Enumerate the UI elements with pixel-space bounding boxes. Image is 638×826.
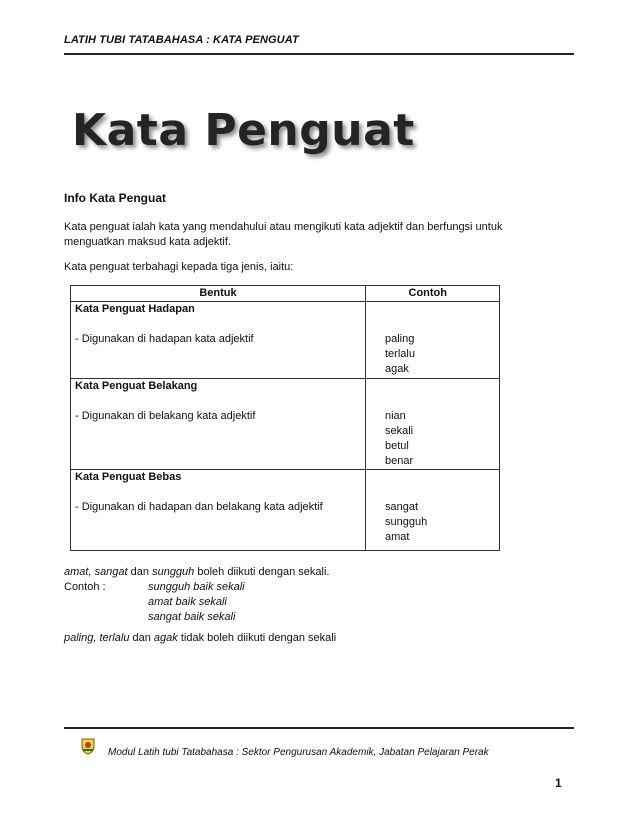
- note-paling-terlalu: [64, 631, 336, 646]
- emblem-icon: [80, 737, 96, 755]
- penguat-table: [70, 285, 500, 551]
- intro-paragraph: [64, 220, 564, 250]
- example-word: paling: [385, 333, 415, 345]
- column-header-bentuk: Bentuk: [71, 286, 366, 302]
- category-label: Kata Penguat Belakang: [75, 380, 198, 392]
- note-words: amat, sangat: [64, 566, 128, 578]
- intro-line-1: Kata penguat ialah kata yang mendahului atau mengikuti kata adjektif dan berfungsi untuk: [64, 221, 503, 233]
- example-word: sungguh: [385, 516, 428, 528]
- example-word: sangat: [385, 501, 419, 513]
- contoh-cell: [366, 379, 500, 470]
- title-image-text: Kata Penguat: [72, 105, 415, 156]
- note-word: sungguh: [152, 566, 195, 578]
- footer-text: Modul Latih tubi Tatabahasa : Sektor Pengurusan Akademik, Jabatan Pelajaran Perak: [108, 747, 489, 758]
- note-word: agak: [153, 632, 178, 644]
- contoh-cell: [366, 470, 500, 551]
- table-header-row: [71, 286, 500, 302]
- example-word: nian: [385, 410, 406, 422]
- example-word: betul: [385, 440, 409, 452]
- column-header-contoh: Contoh: [366, 286, 500, 302]
- types-intro: Kata penguat terbahagi kepada tiga jenis, iaitu:: [64, 261, 294, 273]
- example-word: benar: [385, 455, 414, 467]
- example-phrase: sungguh baik sekali: [148, 581, 245, 593]
- bentuk-cell: [71, 379, 366, 470]
- note-rest: tidak boleh diikuti dengan sekali: [180, 632, 337, 644]
- category-label: Kata Penguat Bebas: [75, 471, 182, 483]
- note-dan: dan: [132, 632, 151, 644]
- page-number: 1: [555, 776, 562, 790]
- table-row: [71, 302, 500, 379]
- example-phrase: amat baik sekali: [148, 596, 227, 608]
- section-title: Info Kata Penguat: [64, 191, 167, 205]
- category-description: - Digunakan di hadapan dan belakang kata adjektif: [75, 501, 323, 513]
- intro-line-2: menguatkan maksud kata adjektif.: [64, 236, 231, 248]
- example-line: [64, 595, 227, 610]
- example-line: [64, 610, 235, 625]
- bentuk-cell: [71, 302, 366, 379]
- title-image: [72, 96, 415, 166]
- example-word: amat: [385, 531, 410, 543]
- table-row: [71, 379, 500, 470]
- note-rest: boleh diikuti dengan sekali.: [197, 566, 330, 578]
- header-rule: [64, 53, 574, 55]
- example-word: terlalu: [385, 348, 415, 360]
- example-line: [64, 580, 245, 595]
- bentuk-cell: [71, 470, 366, 551]
- contoh-label: Contoh :: [64, 581, 106, 593]
- example-word: agak: [385, 363, 409, 375]
- note-words: paling, terlalu: [64, 632, 130, 644]
- example-phrase: sangat baik sekali: [148, 611, 236, 623]
- example-word: sekali: [385, 425, 414, 437]
- contoh-cell: [366, 302, 500, 379]
- page-header: LATIH TUBI TATABAHASA : KATA PENGUAT: [64, 34, 299, 46]
- table-row: [71, 470, 500, 551]
- category-description: - Digunakan di belakang kata adjektif: [75, 410, 256, 422]
- note-amat-sangat: [64, 565, 329, 580]
- footer-rule: [64, 727, 574, 729]
- category-label: Kata Penguat Hadapan: [75, 303, 195, 315]
- note-dan: dan: [130, 566, 150, 578]
- category-description: - Digunakan di hadapan kata adjektif: [75, 333, 254, 345]
